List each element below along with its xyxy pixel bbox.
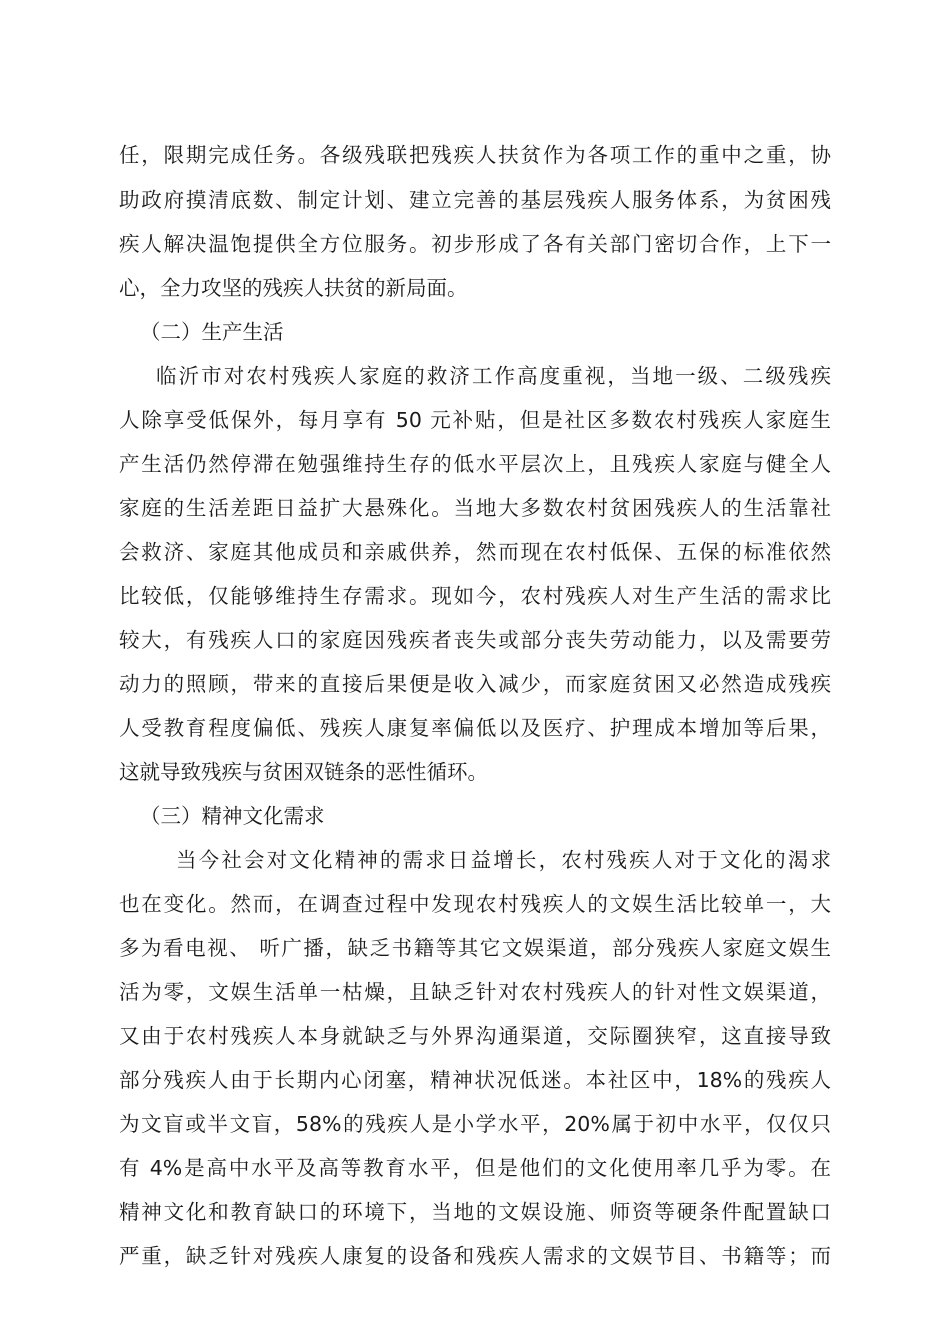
section-heading: （三）精神文化需求 (140, 804, 325, 828)
paragraph-line: 又由于农村残疾人本身就缺乏与外界沟通渠道，交际圈狭窄，这直接导致 (119, 1024, 831, 1048)
paragraph-line: 部分残疾人由于长期内心闭塞，精神状况低迷。本社区中，18%的残疾人 (119, 1068, 831, 1092)
paragraph-line: 严重，缺乏针对残疾人康复的设备和残疾人需求的文娱节目、书籍等；而 (119, 1244, 831, 1268)
paragraph-line: 产生活仍然停滞在勉强维持生存的低水平层次上，且残疾人家庭与健全人 (119, 452, 831, 476)
paragraph-line: 活为零，文娱生活单一枯燥，且缺乏针对农村残疾人的针对性文娱渠道， (119, 980, 831, 1004)
paragraph-line: 人除享受低保外，每月享有 50 元补贴，但是社区多数农村残疾人家庭生 (119, 408, 831, 432)
paragraph-line: 当今社会对文化精神的需求日益增长，农村残疾人对于文化的渴求 (176, 848, 831, 872)
paragraph-line: 家庭的生活差距日益扩大悬殊化。当地大多数农村贫困残疾人的生活靠社 (119, 496, 831, 520)
paragraph-line: 也在变化。然而，在调查过程中发现农村残疾人的文娱生活比较单一，大 (119, 892, 831, 916)
paragraph-line: 多为看电视、 听广播，缺乏书籍等其它文娱渠道，部分残疾人家庭文娱生 (119, 936, 831, 960)
paragraph-line: 任，限期完成任务。各级残联把残疾人扶贫作为各项工作的重中之重，协 (119, 143, 831, 167)
paragraph-line: 临沂市对农村残疾人家庭的救济工作高度重视，当地一级、二级残疾 (156, 364, 831, 388)
paragraph-line: 精神文化和教育缺口的环境下，当地的文娱设施、师资等硬条件配置缺口 (119, 1200, 831, 1224)
paragraph-line: 助政府摸清底数、制定计划、建立完善的基层残疾人服务体系，为贫困残 (119, 188, 831, 212)
paragraph-line: 心，全力攻坚的残疾人扶贫的新局面。 (119, 276, 468, 300)
paragraph-line: 为文盲或半文盲，58%的残疾人是小学水平，20%属于初中水平，仅仅只 (119, 1112, 831, 1136)
paragraph-line: 这就导致残疾与贫困双链条的恶性循环。 (119, 760, 488, 784)
paragraph-line: 比较低，仅能够维持生存需求。现如今，农村残疾人对生产生活的需求比 (119, 584, 831, 608)
paragraph-line: 疾人解决温饱提供全方位服务。初步形成了各有关部门密切合作，上下一 (119, 232, 831, 256)
paragraph-line: 动力的照顾，带来的直接后果便是收入减少，而家庭贫困又必然造成残疾 (119, 672, 831, 696)
paragraph-line: 有 4%是高中水平及高等教育水平，但是他们的文化使用率几乎为零。在 (119, 1156, 831, 1180)
paragraph-line: 人受教育程度偏低、残疾人康复率偏低以及医疗、护理成本增加等后果， (119, 716, 831, 740)
paragraph-line: 会救济、家庭其他成员和亲戚供养，然而现在农村低保、五保的标准依然 (119, 540, 831, 564)
paragraph-line: 较大，有残疾人口的家庭因残疾者丧失或部分丧失劳动能力，以及需要劳 (119, 628, 831, 652)
section-heading: （二）生产生活 (140, 320, 284, 344)
